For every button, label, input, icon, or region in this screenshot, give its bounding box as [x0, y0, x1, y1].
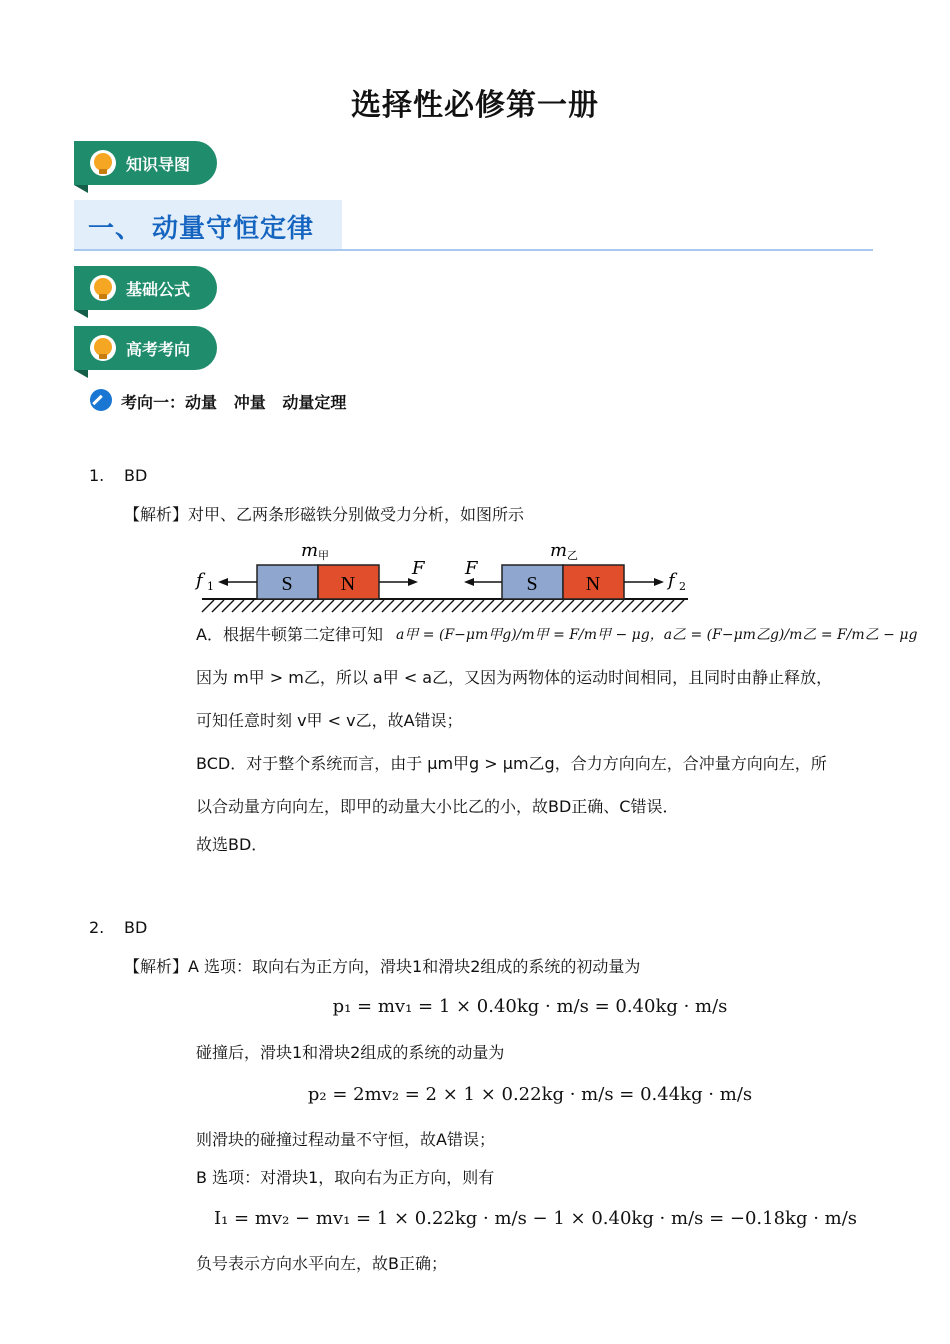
q2-line-b-option: B 选项：对滑块1，取向右为正方向，则有: [196, 1168, 495, 1187]
section-divider: [74, 249, 873, 251]
magnet1-s-label: S: [281, 573, 293, 595]
magnet2-mass-sub: 乙: [567, 549, 578, 562]
basic-formula-tag: [74, 266, 217, 310]
knowledge-map-tag: [74, 141, 217, 185]
q1-line-f: 故选BD．: [196, 835, 268, 854]
f-left-arrow-head: [464, 578, 474, 586]
lightbulb-icon: [90, 275, 116, 301]
f2-label: f: [668, 570, 675, 591]
section-heading-text: 一、 动量守恒定律: [88, 214, 315, 244]
f2-sub: 2: [679, 580, 686, 593]
q2-line-after-collision: 碰撞后，滑块1和滑块2组成的系统的动量为: [196, 1043, 505, 1062]
lightbulb-icon: [90, 150, 116, 176]
q1-formula-a: a甲 = (F−μm甲g)/m甲 = F/m甲 − μg，a乙 = (F−μm乙g)/m乙 = F/m乙 − μg: [396, 627, 918, 643]
page-title: 选择性必修第一册: [351, 88, 599, 123]
pencil-icon: [90, 389, 112, 411]
f2-arrow-head: [654, 578, 664, 586]
magnet1-mass-label: m: [301, 540, 319, 561]
q2-line-not-conserved: 则滑块的碰撞过程动量不守恒，故A错误；: [196, 1130, 495, 1149]
q2-answer: BD: [124, 918, 148, 937]
q2-eq3: I₁ = mv₂ − mv₁ = 1 × 0.22kg · m/s − 1 × 0.40kg · m/s = −0.18kg · m/s: [214, 1208, 858, 1229]
tag-fold: [74, 310, 88, 318]
tag-fold: [74, 370, 88, 378]
f1-arrow-head: [218, 578, 228, 586]
f-right-label: F: [412, 558, 425, 579]
f-right-arrow-head: [408, 578, 418, 586]
tag-fold: [74, 185, 88, 193]
force-diagram: [190, 536, 700, 620]
magnet2-n-label: N: [585, 573, 601, 595]
subheading: 考向一：动量 冲量 动量定理: [121, 393, 347, 412]
exam-direction-label: 高考考向: [126, 340, 191, 359]
q1-answer: BD: [124, 466, 148, 485]
q2-analysis-intro: 【解析】A 选项：取向右为正方向，滑块1和滑块2组成的系统的初动量为: [124, 957, 641, 976]
f1-label: f: [196, 570, 203, 591]
q1-line-b: 因为 m甲 > m乙，所以 a甲 < a乙，又因为两物体的运动时间相同，且同时由静止释放，: [196, 668, 833, 687]
basic-formula-label: 基础公式: [126, 280, 191, 299]
q1-line-e: 以合动量方向向左，即甲的动量大小比乙的小，故BD正确、C错误．: [196, 797, 679, 816]
knowledge-map-label: 知识导图: [126, 155, 191, 174]
exam-direction-tag: [74, 326, 217, 370]
magnet1-n-label: N: [340, 573, 356, 595]
q1-analysis-intro: 【解析】对甲、乙两条形磁铁分别做受力分析，如图所示: [124, 505, 525, 524]
lightbulb-icon: [90, 335, 116, 361]
magnet2-s-label: S: [526, 573, 538, 595]
q1-line-a: A．根据牛顿第二定律可知: [196, 625, 383, 644]
magnet2-mass-label: m: [550, 540, 568, 561]
f1-sub: 1: [207, 580, 214, 593]
q2-eq1: p₁ = mv₁ = 1 × 0.40kg · m/s = 0.40kg · m/s: [332, 996, 728, 1017]
q1-line-c: 可知任意时刻 v甲 < v乙，故A错误；: [196, 711, 463, 730]
q1-number: 1.: [89, 466, 105, 485]
q2-line-negative: 负号表示方向水平向左，故B正确；: [196, 1254, 447, 1273]
section-heading: [74, 200, 342, 250]
q1-line-d: BCD．对于整个系统而言，由于 μm甲g > μm乙g，合力方向向左，合冲量方向向左，所: [196, 754, 827, 773]
q2-number: 2.: [89, 918, 105, 937]
f-left-label: F: [465, 558, 478, 579]
q2-eq2: p₂ = 2mv₂ = 2 × 1 × 0.22kg · m/s = 0.44kg · m/s: [307, 1084, 753, 1105]
ground-hatching: [202, 600, 684, 612]
magnet1-mass-sub: 甲: [318, 549, 329, 562]
